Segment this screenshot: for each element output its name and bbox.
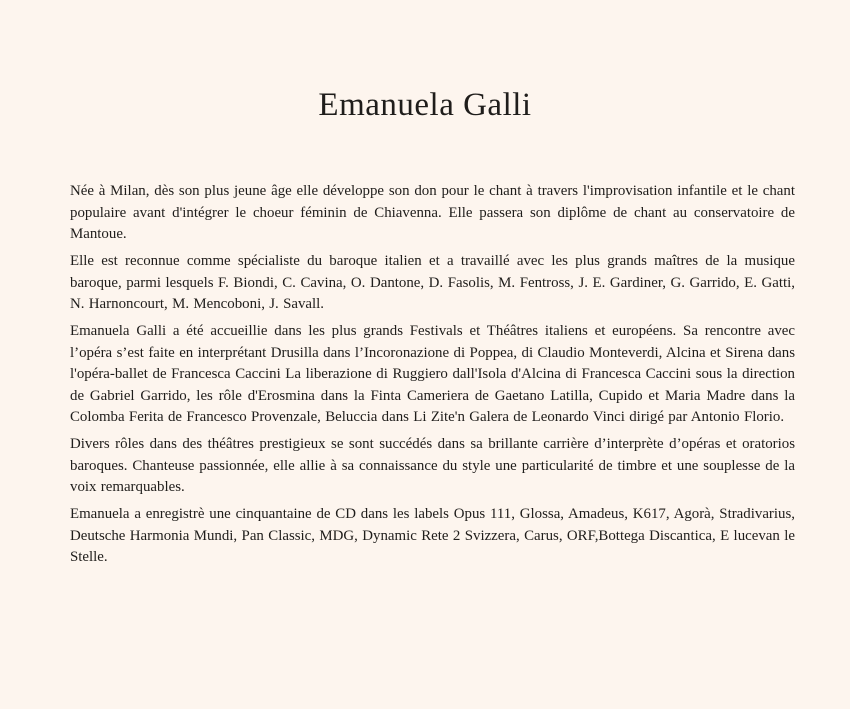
paragraph-career-qualities: Divers rôles dans des théâtres prestigieux se sont succédés dans sa brillante carrière d’interprète d’opéras et oratorios baroques. Chanteuse passionnée, elle allie à sa connaissance du style une particularité de timbre et une souplesse de la voix remarquables. (70, 436, 795, 495)
paragraph-discography: Emanuela a enregistrè une cinquantaine de CD dans les labels Opus 111, Glossa, Amadeus, K617, Agorà, Stradivarius, Deutsche Harmonia Mundi, Pan Classic, MDG, Dynamic Rete 2 Svizzera, Carus, ORF,Bottega Discantica, E lucevan le Stelle. (70, 506, 795, 565)
page-title: Emanuela Galli (318, 87, 532, 123)
paragraph-baroque-masters: Elle est reconnue comme spécialiste du baroque italien et a travaillé avec les plus grands maîtres de la musique baroque, parmi lesquels F. Biondi, C. Cavina, O. Dantone, D. Fasolis, M. Fentross, J. E. Gardiner, G. Garrido, E. Gatti, N. Harnoncourt, M. Mencoboni, J. Savall. (70, 253, 795, 312)
paragraph-opera-roles: Emanuela Galli a été accueillie dans les plus grands Festivals et Théâtres italiens et européens. Sa rencontre avec l’opéra s’est faite en interprétant Drusilla dans l’Incoronazione di Poppea, di Claudio Monteverdi, Alcina et Sirena dans l'opéra-ballet de Francesca Caccini La liberazione di Ruggiero dall'Isola d'Alcina di Francesca Caccini sous la direction de Gabriel Garrido, les rôle d'Erosmina dans la Finta Cameriera de Gaetano Latilla, Cupido et Maria Madre dans la Colomba Ferita de Francesco Provenzale, Beluccia dans Li Zite'n Galera de Leonardo Vinci dirigé par Antonio Florio. (70, 323, 795, 425)
paragraph-early-life: Née à Milan, dès son plus jeune âge elle développe son don pour le chant à travers l'improvisation infantile et le chant populaire avant d'intégrer le choeur féminin de Chiavenna. Elle passera son diplôme de chant au conservatoire de Mantoue. (70, 183, 795, 242)
article-body (70, 181, 795, 569)
